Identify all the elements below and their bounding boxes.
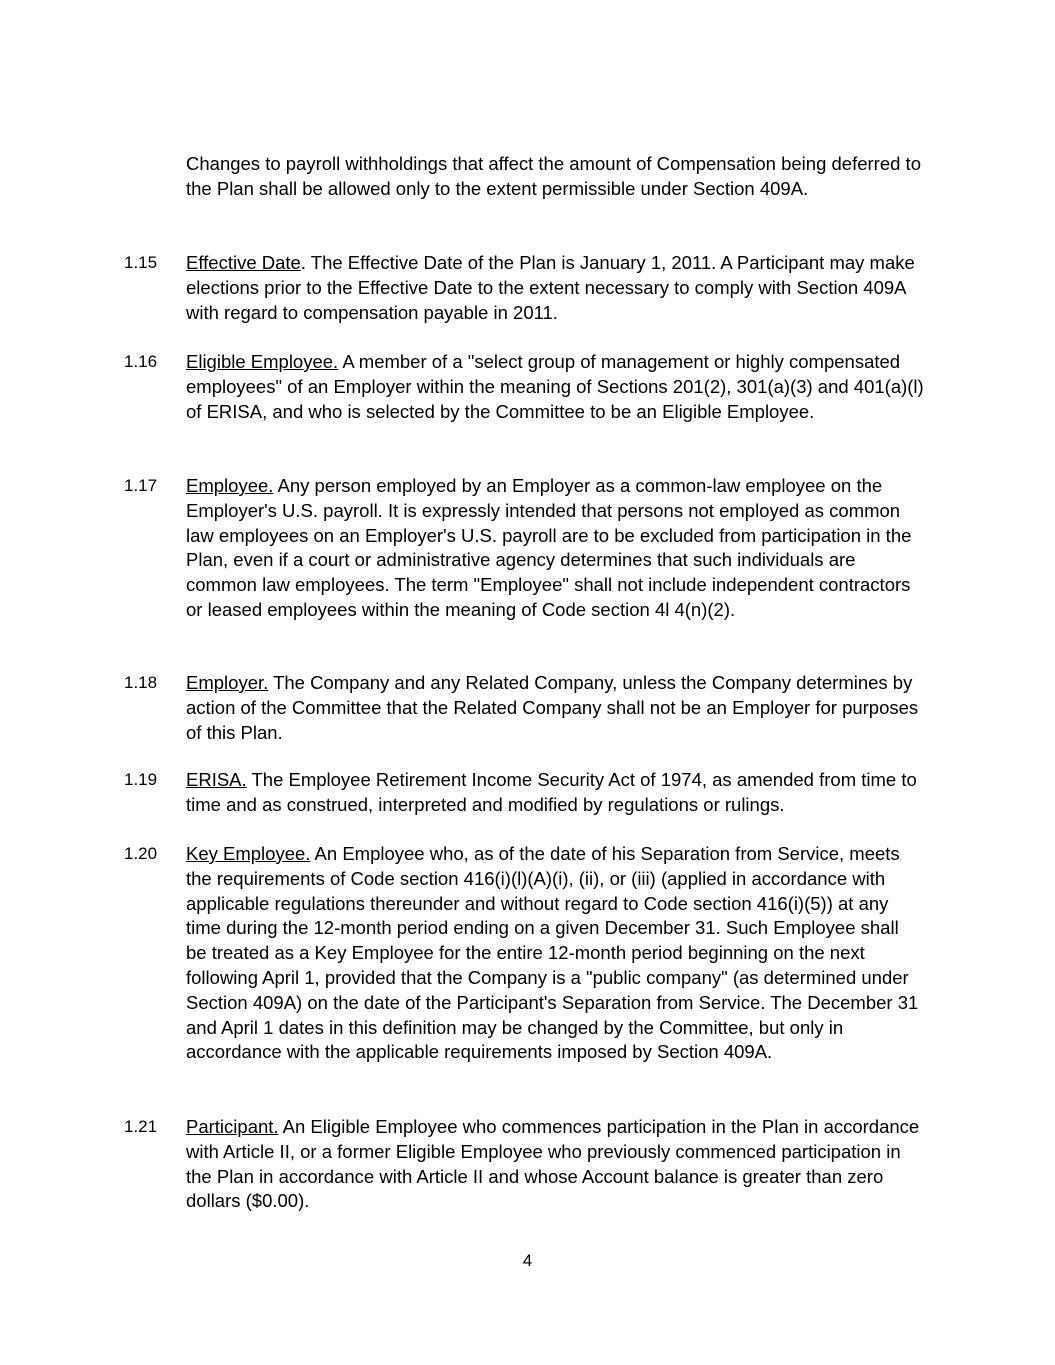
definition-text: The Employee Retirement Income Security Act of 1974, as amended from time to time and as construed, interpreted and modified by regulations or rulings. (186, 769, 917, 815)
section-text (186, 474, 924, 623)
defined-term: Employer. (186, 672, 269, 693)
definition-text: An Employee who, as of the date of his Separation from Service, meets the requirements of Code section 416(i)(l)(A)(i), (ii), or (iii) (applied in accordance with applicable regulations thereunder and without regard to Code section 416(i)(5)) at any time during the 12-month period ending on a given December 31. Such Employee shall be treated as a Key Employee for the entire 12-month period beginning on the next following April 1, provided that the Company is a "public company" (as determined under Section 409A) on the date of the Participant's Separation from Service. The December 31 and April 1 dates in this definition may be changed by the Committee, but only in accordance with the applicable requirements imposed by Section 409A. (186, 843, 919, 1063)
defined-term: Key Employee. (186, 843, 311, 864)
section-text (186, 671, 924, 745)
defined-term: ERISA. (186, 769, 247, 790)
section-number: 1.18 (124, 673, 158, 692)
defined-term: Participant. (186, 1116, 279, 1137)
definition-text: The Company and any Related Company, unless the Company determines by action of the Committee that the Related Company shall not be an Employer for purposes of this Plan. (186, 672, 919, 743)
section-text (186, 842, 924, 1065)
section-number: 1.19 (124, 770, 158, 789)
defined-term: Effective Date (186, 252, 301, 273)
intro-paragraph: Changes to payroll withholdings that affect the amount of Compensation being deferred to the Plan shall be allowed only to the extent permissible under Section 409A. (186, 153, 921, 199)
section-text (186, 251, 924, 325)
definition-text: A member of a "select group of management or highly compensated employees" of an Employer within the meaning of Sections 201(2), 301(a)(3) and 401(a)(l) of ERISA, and who is selected by the Committee to be an Eligible Employee. (186, 351, 924, 422)
section-text (186, 350, 924, 424)
defined-term: Eligible Employee. (186, 351, 339, 372)
section-number: 1.20 (124, 844, 158, 863)
section-number: 1.16 (124, 352, 158, 371)
section-number: 1.21 (124, 1117, 158, 1136)
section-text (186, 1115, 924, 1214)
section-number: 1.15 (124, 253, 158, 272)
definition-text: An Eligible Employee who commences participation in the Plan in accordance with Article II, or a former Eligible Employee who previously commenced participation in the Plan in accordance with Article II and whose Account balance is greater than zero dollars ($0.00). (186, 1116, 920, 1212)
definition-text: Any person employed by an Employer as a common-law employee on the Employer's U.S. payroll. It is expressly intended that persons not employed as common law employees on an Employer's U.S. payroll are to be excluded from participation in the Plan, even if a court or administrative agency determines that such individuals are common law employees. The term "Employee" shall not include independent contractors or leased employees within the meaning of Code section 4l 4(n)(2). (186, 475, 912, 620)
definition-text: . The Effective Date of the Plan is January 1, 2011. A Participant may make elections prior to the Effective Date to the extent necessary to comply with Section 409A with regard to compensation payable in 2011. (186, 252, 915, 323)
section-number: 1.17 (124, 476, 158, 495)
defined-term: Employee. (186, 475, 274, 496)
page-number: 4 (522, 1251, 533, 1270)
section-text (186, 768, 924, 818)
